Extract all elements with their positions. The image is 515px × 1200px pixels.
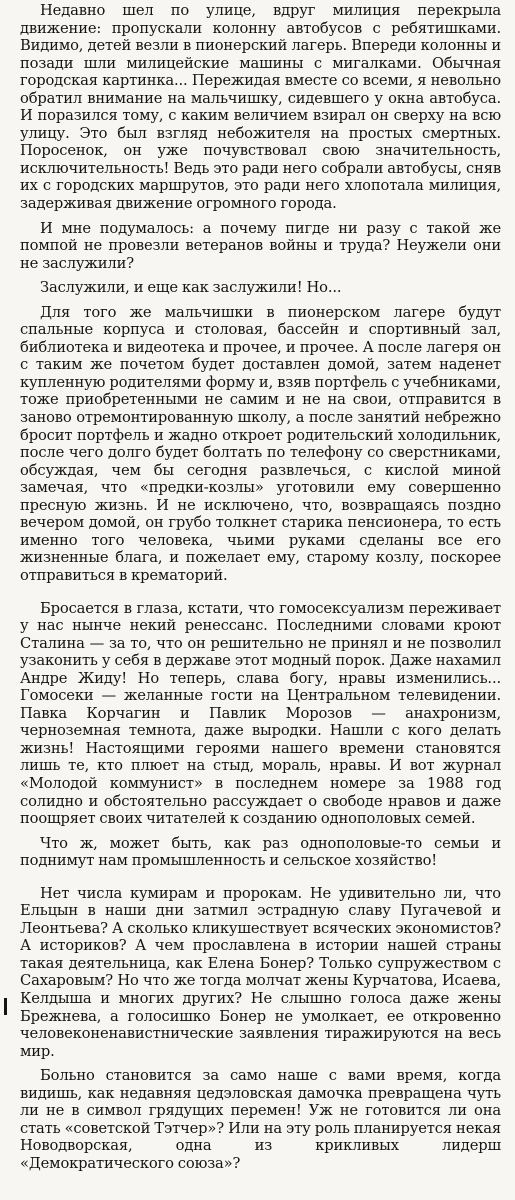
paragraph-5: Бросается в глаза, кстати, что гомосексуализм переживает у нас нынче некий ренессанс. Последними словами кроют Сталина — за то, что он решительно не принял и не позволил узаконить у себя в державе этот модный порок. Даже нахамил Андре Жиду! Но теперь, слава богу, нравы изменились... Гомосеки — желанные гости на Центральном телевидении. Павка Корчагин и Павлик Морозов — анахронизм, черноземная темнота, даже выродки. Нашли с кого делать жизнь! Настоящими героями нашего времени становятся лишь те, кто плюет на стыд, мораль, нравы. И вот журнал «Молодой коммунист» в последнем номере за 1988 год солидно и обстоятельно рассуждает о свободе нравов и даже поощряет своих читателей к созданию однополовых семей. (20, 599, 501, 828)
paragraph-7: Нет числа кумирам и пророкам. Не удивительно ли, что Ельцын в наши дни затмил эстрадную славу Пугачевой и Леонтьева? А сколько кликушествует всяческих экономистов? А историков? А чем прославлена в истории нашей страны такая деятельница, как Елена Бонер? Только супружеством с Сахаровым? Но что же тогда молчат жены Курчатова, Исаева, Келдыша и многих других? Не слышно голоса даже жены Брежнева, а голосишко Бонер не умолкает, ее откровенно человеконенавистнические заявления тиражируются на весь мир. (20, 884, 501, 1060)
paragraph-8: Больно становится за само наше с вами время, когда видишь, как недавняя цедэловская дамочка превращена чуть ли не в символ грядущих перемен! Уж не готовится ли она стать «советской Тэтчер»? Или на эту роль планируется некая Новодворская, одна из крикливых лидерш «Демократического союза»? (20, 1067, 501, 1172)
margin-mark (4, 998, 7, 1015)
paragraph-2: И мне подумалось: а почему пигде ни разу с такой же помпой не провезли ветеранов войны и труда? Неужели они не заслужили? (20, 219, 501, 272)
paragraph-4: Для того же мальчишки в пионерском лагере будут спальные корпуса и столовая, бассейн и спортивный зал, библиотека и видеотека и прочее, и прочее. А после лагеря он с таким же почетом будет доставлен домой, затем наденет купленную родителями форму и, взяв портфель с учебниками, тоже приобретенными не самим и не на свои, отправится в заново отремонтированную школу, а после занятий небрежно бросит портфель и жадно откроет родительский холодильник, после чего долго будет болтать по телефону со сверстниками, обсуждая, чем бы сегодня развлечься, с кислой миной замечая, что «предки-козлы» уготовили ему совершенно пресную жизнь. И не исключено, что, возвращаясь поздно вечером домой, он грубо толкнет старика пенсионера, то есть именно того человека, чьими руками сделаны все его жизненные блага, и пожелает ему, старому козлу, поскорее отправиться в крематорий. (20, 303, 501, 584)
paragraph-3: Заслужили, и еще как заслужили! Но... (40, 279, 342, 297)
paragraph-6: Что ж, может быть, как раз однополовые-то семьи и поднимут нам промышленность и сельское хозяйство! (20, 834, 501, 870)
paragraph-1: Недавно шел по улице, вдруг милиция перекрыла движение: пропускали колонну автобусов с ребятишками. Видимо, детей везли в пионерский лагерь. Впереди колонны и позади шли милицейские машины с мигалками. Обычная городская картинка... Пережидая вместе со всеми, я невольно обратил внимание на мальчишку, сидевшего у окна автобуса. И поразился тому, с каким величием взирал он сверху на всю улицу. Это был взгляд небожителя на простых смертных. Поросенок, он уже почувствовал свою значительность, исключительность! Ведь это ради него собрали автобусы, сняв их с городских маршрутов, это ради него хлопотала милиция, задерживая движение огромного города. (20, 2, 501, 213)
